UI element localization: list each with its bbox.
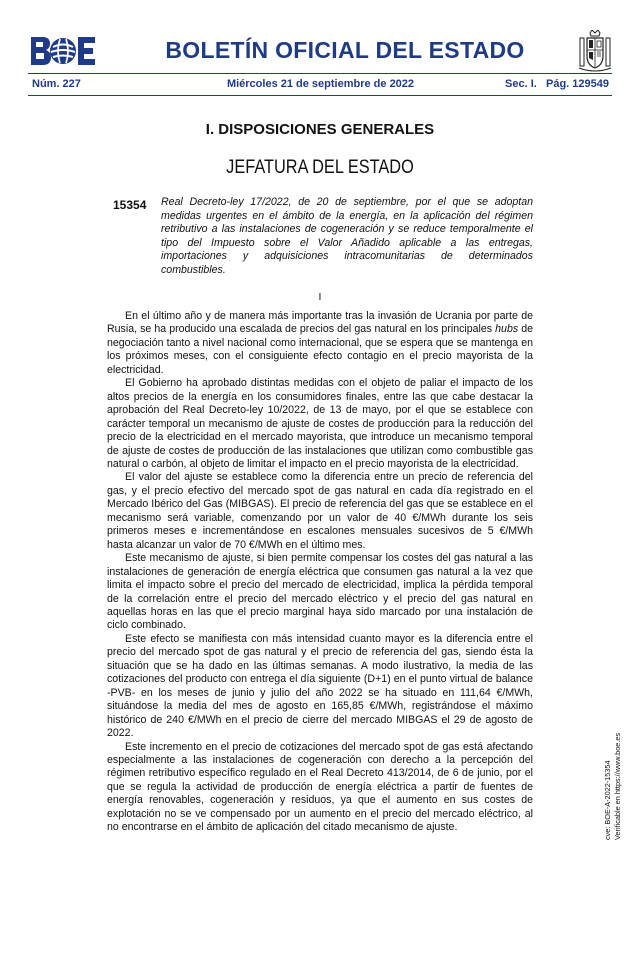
boe-logo: [30, 36, 96, 66]
issue-number: Núm. 227: [32, 78, 81, 90]
coat-of-arms-icon: [578, 30, 612, 74]
paragraph: El valor del ajuste se establece como la diferencia entre un precio de referencia del gas, y el precio efectivo del mercado spot de gas natural en cada día registrado en el Mercado Ibérico del Gas (MIBGAS). El precio de referencia del gas que se establece en el mecanismo será variable, comenzando por un valor de 40 €/MWh durante los seis primeros meses e incrementándose en escalones mensuales sucesivos de 5 €/MWh hasta alcanzar un valor de 70 €/MWh en el último mes.: [107, 471, 533, 551]
header-rule-bottom: [28, 95, 612, 96]
verification-link[interactable]: Verificable en https://www.boe.es: [613, 732, 622, 840]
gazette-title: BOLETÍN OFICIAL DEL ESTADO: [165, 37, 525, 63]
body-text: [107, 310, 533, 835]
department-heading: JEFATURA DEL ESTADO: [226, 157, 414, 178]
issue-date: Miércoles 21 de septiembre de 2022: [226, 78, 415, 90]
section-page: Sec. I. Pág. 129549: [505, 78, 609, 90]
part-numeral: I: [318, 291, 322, 303]
header-rule-top: [28, 73, 612, 74]
header-meta: [32, 78, 609, 92]
paragraph: El Gobierno ha aprobado distintas medidas con el objeto de paliar el impacto de los altos precios de la energía en los consumidores finales, entre las que cabe destacar la aprobación del Real Decreto-ley 10/2022, de 13 de mayo, por el que se establece con carácter temporal un mecanismo de ajuste de costes de producción para la reducción del precio de la electricidad en el mercado mayorista, que introduce un mecanismo temporal de ajuste de costes de producción de las instalaciones que utilizan como combustible gas natural o carbón, al objeto de limitar el impacto en el precio mayorista de la electricidad.: [107, 377, 533, 470]
section-heading: I. DISPOSICIONES GENERALES: [205, 121, 435, 138]
paragraph: Este efecto se manifiesta con más intensidad cuanto mayor es la diferencia entre el precio del mercado spot de gas natural y el precio de referencia del gas, siendo ésta la situación que se ha dado en las últimas semanas. A modo ilustrativo, la media de las cotizaciones del producto con entrega el día siguiente (D+1) en el punto virtual de balance -PVB- en los meses de junio y julio del año 2022 se ha situado en 111,64 €/MWh, situándose la media del mes de agosto en 165,85 €/MWh, registrándose el máximo histórico de 240 €/MWh en el precio de cierre del mercado MIBGAS el 29 de agosto de 2022.: [107, 632, 533, 740]
disposition-number: 15354: [113, 198, 147, 212]
paragraph: Este mecanismo de ajuste, si bien permite compensar los costes del gas natural a las instalaciones de generación de energía eléctrica que consumen gas natural a la vez que limita el impacto sobre el precio del mercado de electricidad, implica la pérdida temporal de la correlación entre el precio del mercado eléctrico y el precio del gas natural en aquellas horas en las que el precio marginal haya sido marcado por una instalación de ciclo combinado.: [107, 552, 533, 632]
disposition-title: Real Decreto-ley 17/2022, de 20 de septiembre, por el que se adoptan medidas urgentes en el ámbito de la energía, en la aplicación del régimen retributivo a las instalaciones de cogeneración y se reduce temporalmente el tipo del Impuesto sobre el Valor Añadido aplicable a las entregas, importaciones y adquisiciones intracomunitarias de determinados combustibles.: [161, 196, 533, 276]
verification-sidebar: [603, 732, 640, 980]
cve-code: cve: BOE-A-2022-15354: [603, 760, 612, 840]
paragraph: Este incremento en el precio de cotizaciones del mercado spot de gas está afectando especialmente a las instalaciones de cogeneración con derecho a la percepción del régimen retributivo específico regulado en el Real Decreto 413/2014, de 6 de junio, por el que se regula la actividad de producción de energía eléctrica a partir de fuentes de energía renovables, cogeneración y residuos, ya que el aumento en sus costes de explotación no se ve compensado por un aumento en el precio del mercado eléctrico, al no encontrarse en el ámbito de aplicación del citado mecanismo de ajuste.: [107, 740, 533, 834]
paragraph: En el último año y de manera más importante tras la invasión de Ucrania por parte de Rusia, se ha producido una escalada de precios del gas natural en los principales hubs de negociación tanto a nivel nacional como internacional, que se espera que se mantenga en los próximos meses, con el consiguiente efecto contagio en el precio mayorista de la electricidad.: [107, 310, 533, 376]
